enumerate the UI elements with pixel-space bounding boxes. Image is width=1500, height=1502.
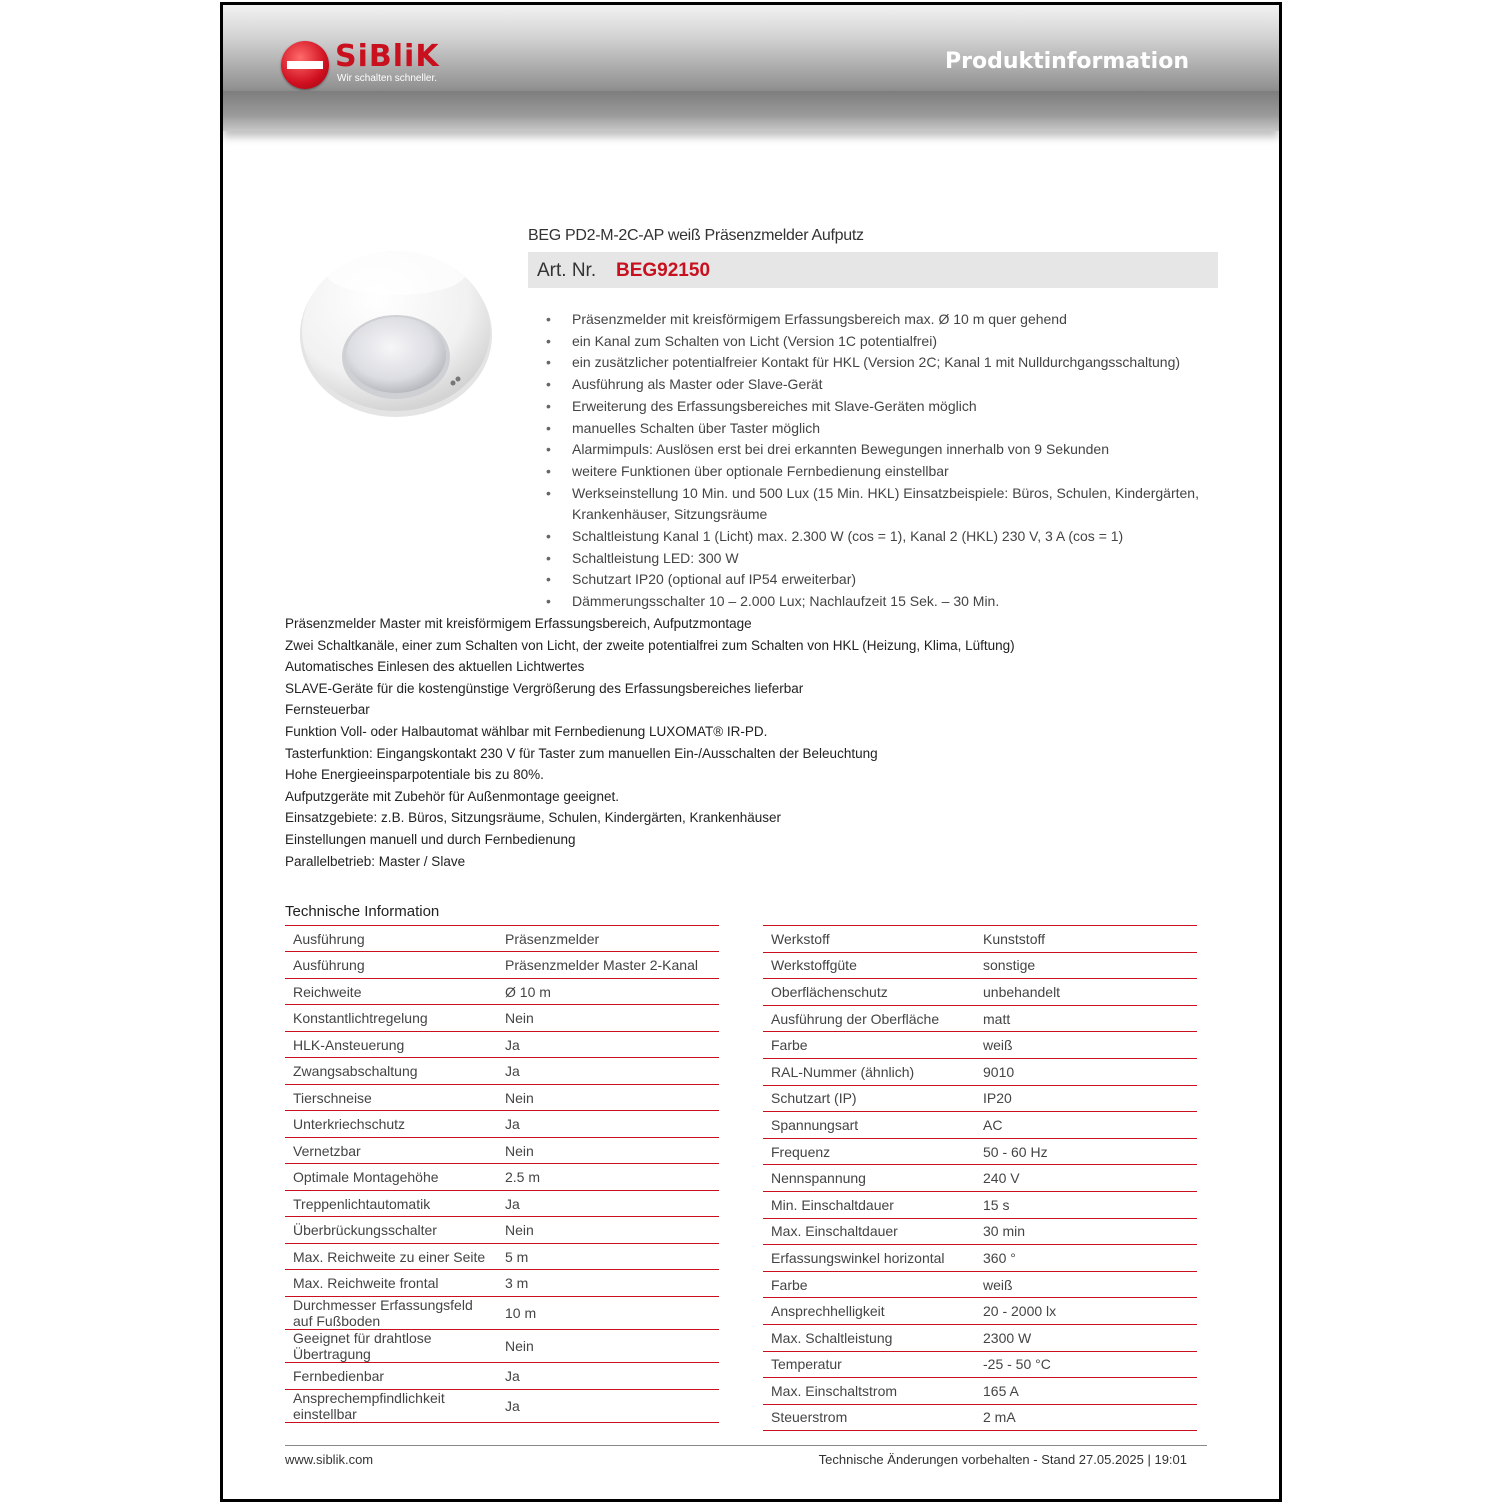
feature-item: • ein zusätzlicher potentialfreier Kontakt für HKL (Version 2C; Kanal 1 mit Nulldurchgangsschaltung) xyxy=(528,352,1248,374)
spec-key: Zwangsabschaltung xyxy=(285,1058,497,1085)
product-description xyxy=(285,613,1185,872)
spec-key: Ausführung xyxy=(285,952,497,979)
spec-value: Ja xyxy=(497,1363,719,1390)
spec-row xyxy=(285,1191,719,1217)
spec-key: Schutzart (IP) xyxy=(763,1085,975,1112)
spec-row xyxy=(285,1390,719,1423)
spec-row xyxy=(763,1032,1197,1059)
spec-value: 2.5 m xyxy=(497,1164,719,1191)
spec-row xyxy=(285,1005,719,1032)
spec-row xyxy=(763,1058,1197,1085)
spec-value: weiß xyxy=(975,1032,1197,1059)
spec-row xyxy=(285,1217,719,1244)
footer-website-link[interactable]: www.siblik.com xyxy=(285,1452,374,1467)
spec-value: Nein xyxy=(497,1005,719,1032)
presence-detector-image xyxy=(298,237,494,417)
feature-item: • Dämmerungsschalter 10 – 2.000 Lux; Nachlaufzeit 15 Sek. – 30 Min. xyxy=(528,591,1248,613)
description-line: Präsenzmelder Master mit kreisförmigem Erfassungsbereich, Aufputzmontage xyxy=(285,616,752,631)
spec-row xyxy=(763,1271,1197,1298)
spec-row xyxy=(763,1165,1197,1192)
spec-key: Reichweite xyxy=(285,979,497,1005)
spec-key: Max. Einschaltdauer xyxy=(763,1218,975,1245)
spec-key: HLK-Ansteuerung xyxy=(285,1032,497,1058)
description-line: Hohe Energieeinsparpotentiale bis zu 80%. xyxy=(285,767,544,783)
spec-row xyxy=(285,1111,719,1138)
spec-key: Ansprechhelligkeit xyxy=(763,1298,975,1325)
spec-value: 9010 xyxy=(975,1058,1197,1085)
spec-key: Temperatur xyxy=(763,1351,975,1378)
spec-row xyxy=(285,1138,719,1164)
article-number-bar xyxy=(528,252,1218,288)
description-line: Aufputzgeräte mit Zubehör für Außenmontage geeignet. xyxy=(285,788,619,804)
spec-row xyxy=(285,926,719,952)
header-band xyxy=(223,91,1279,131)
spec-value: Kunststoff xyxy=(975,926,1197,953)
spec-value: Ja xyxy=(497,1058,719,1085)
spec-key: Max. Reichweite zu einer Seite xyxy=(285,1244,497,1270)
spec-key: Nennspannung xyxy=(763,1165,975,1192)
spec-value: 2300 W xyxy=(975,1324,1197,1351)
spec-value: Ø 10 m xyxy=(497,979,719,1005)
spec-table-right xyxy=(763,925,1197,1431)
spec-table-left xyxy=(285,925,719,1423)
spec-key: Min. Einschaltdauer xyxy=(763,1191,975,1218)
feature-item: • Schutzart IP20 (optional auf IP54 erweiterbar) xyxy=(528,569,1248,591)
spec-key: Werkstoff xyxy=(763,926,975,953)
spec-key: Farbe xyxy=(763,1271,975,1298)
spec-value: 3 m xyxy=(497,1270,719,1297)
spec-key: Steuerstrom xyxy=(763,1404,975,1431)
spec-key: Erfassungswinkel horizontal xyxy=(763,1245,975,1272)
spec-value: matt xyxy=(975,1005,1197,1032)
spec-row xyxy=(763,1005,1197,1032)
brand-logo-text: SiBliK xyxy=(335,39,440,74)
spec-key: Oberflächenschutz xyxy=(763,979,975,1006)
spec-row xyxy=(285,1330,719,1363)
spec-value: 10 m xyxy=(497,1297,719,1330)
spec-row xyxy=(285,1032,719,1058)
spec-row xyxy=(763,1191,1197,1218)
feature-list xyxy=(528,309,1248,613)
spec-key: Fernbedienbar xyxy=(285,1363,497,1390)
spec-key: Farbe xyxy=(763,1032,975,1059)
spec-value: 360 ° xyxy=(975,1245,1197,1272)
feature-item: • Erweiterung des Erfassungsbereiches mit Slave-Geräten möglich xyxy=(528,396,1248,418)
spec-row xyxy=(285,1270,719,1297)
spec-key: Unterkriechschutz xyxy=(285,1111,497,1138)
spec-value: Präsenzmelder xyxy=(497,926,719,952)
spec-value: 30 min xyxy=(975,1218,1197,1245)
spec-value: 5 m xyxy=(497,1244,719,1270)
description-line: Funktion Voll- oder Halbautomat wählbar mit Fernbedienung LUXOMAT® IR-PD. xyxy=(285,723,768,739)
spec-key: Spannungsart xyxy=(763,1112,975,1139)
description-line: Zwei Schaltkanäle, einer zum Schalten von Licht, der zweite potentialfrei zum Schalten von HKL (Heizung, Klima, Lüftung) xyxy=(285,637,1015,653)
spec-key: Treppenlichtautomatik xyxy=(285,1191,497,1217)
spec-value: 15 s xyxy=(975,1191,1197,1218)
description-line: Fernsteuerbar xyxy=(285,702,370,718)
spec-value: sonstige xyxy=(975,952,1197,979)
header-title: Produktinformation xyxy=(945,49,1189,74)
spec-row xyxy=(763,926,1197,953)
spec-key: Ausführung xyxy=(285,926,497,952)
description-line: Parallelbetrieb: Master / Slave xyxy=(285,853,466,869)
feature-item: • Werkseinstellung 10 Min. und 500 Lux (15 Min. HKL) Einsatzbeispiele: Büros, Schulen, Kindergärten, Krankenhäuser, Sitzungsräume xyxy=(528,483,1248,526)
description-line: Automatisches Einlesen des aktuellen Lichtwertes xyxy=(285,659,585,675)
spec-key: RAL-Nummer (ähnlich) xyxy=(763,1058,975,1085)
footer-divider xyxy=(285,1445,1207,1446)
feature-item: • weitere Funktionen über optionale Fernbedienung einstellbar xyxy=(528,461,1248,483)
feature-item: • Ausführung als Master oder Slave-Gerät xyxy=(528,374,1248,396)
spec-row xyxy=(285,952,719,979)
spec-key: Durchmesser Erfassungsfeld auf Fußboden xyxy=(285,1297,497,1330)
spec-value: 20 - 2000 lx xyxy=(975,1298,1197,1325)
spec-row xyxy=(285,1058,719,1085)
spec-row xyxy=(285,1164,719,1191)
spec-key: Optimale Montagehöhe xyxy=(285,1164,497,1191)
spec-key: Überbrückungsschalter xyxy=(285,1217,497,1244)
spec-value: 2 mA xyxy=(975,1404,1197,1431)
spec-value: Präsenzmelder Master 2-Kanal xyxy=(497,952,719,979)
spec-value: AC xyxy=(975,1112,1197,1139)
spec-row xyxy=(763,1404,1197,1431)
feature-item: • ein Kanal zum Schalten von Licht (Version 1C potentialfrei) xyxy=(528,331,1248,353)
feature-item: • Schaltleistung LED: 300 W xyxy=(528,548,1248,570)
spec-key: Werkstoffgüte xyxy=(763,952,975,979)
spec-value: 165 A xyxy=(975,1378,1197,1405)
spec-row xyxy=(763,952,1197,979)
spec-row xyxy=(763,1218,1197,1245)
spec-value: 50 - 60 Hz xyxy=(975,1138,1197,1165)
spec-row xyxy=(285,1297,719,1330)
description-line: SLAVE-Geräte für die kostengünstige Vergrößerung des Erfassungsbereiches lieferbar xyxy=(285,680,804,696)
spec-key: Max. Einschaltstrom xyxy=(763,1378,975,1405)
spec-row xyxy=(763,1112,1197,1139)
siblik-logo-icon xyxy=(281,41,329,89)
tech-info-title: Technische Information xyxy=(285,903,440,920)
spec-row xyxy=(285,1085,719,1111)
feature-item: • Alarmimpuls: Auslösen erst bei drei erkannten Bewegungen innerhalb von 9 Sekunden xyxy=(528,439,1248,461)
article-number-value: BEG92150 xyxy=(616,260,711,281)
product-title: BEG PD2-M-2C-AP weiß Präsenzmelder Aufputz xyxy=(528,227,864,244)
spec-key: Ausführung der Oberfläche xyxy=(763,1005,975,1032)
spec-row xyxy=(763,1378,1197,1405)
spec-row xyxy=(763,1138,1197,1165)
spec-value: Ja xyxy=(497,1111,719,1138)
spec-row xyxy=(285,1244,719,1270)
spec-row xyxy=(763,1298,1197,1325)
description-line: Tasterfunktion: Eingangskontakt 230 V für Taster zum manuellen Ein-/Ausschalten der Beleuchtung xyxy=(285,745,878,761)
spec-value: Nein xyxy=(497,1330,719,1363)
spec-row xyxy=(763,1245,1197,1272)
feature-item: • Schaltleistung Kanal 1 (Licht) max. 2.300 W (cos = 1), Kanal 2 (HKL) 230 V, 3 A (cos = 1) xyxy=(528,526,1248,548)
spec-value: IP20 xyxy=(975,1085,1197,1112)
spec-value: -25 - 50 °C xyxy=(975,1351,1197,1378)
spec-value: weiß xyxy=(975,1271,1197,1298)
spec-row xyxy=(763,1351,1197,1378)
spec-key: Konstantlichtregelung xyxy=(285,1005,497,1032)
description-line: Einsatzgebiete: z.B. Büros, Sitzungsräume, Schulen, Kindergärten, Krankenhäuser xyxy=(285,810,782,826)
spec-row xyxy=(285,1363,719,1390)
spec-value: Ja xyxy=(497,1191,719,1217)
spec-value: Nein xyxy=(497,1138,719,1164)
spec-value: Nein xyxy=(497,1217,719,1244)
feature-item: • manuelles Schalten über Taster möglich xyxy=(528,418,1248,440)
spec-row xyxy=(763,1085,1197,1112)
spec-value: unbehandelt xyxy=(975,979,1197,1006)
description-line: Einstellungen manuell und durch Fernbedienung xyxy=(285,831,576,847)
product-sheet xyxy=(220,2,1282,1502)
spec-key: Max. Schaltleistung xyxy=(763,1324,975,1351)
spec-key: Tierschneise xyxy=(285,1085,497,1111)
spec-value: 240 V xyxy=(975,1165,1197,1192)
spec-row xyxy=(285,979,719,1005)
spec-value: Ja xyxy=(497,1390,719,1423)
feature-item: • Präsenzmelder mit kreisförmigem Erfassungsbereich max. Ø 10 m quer gehend xyxy=(528,309,1248,331)
spec-value: Nein xyxy=(497,1085,719,1111)
page-header xyxy=(223,5,1279,91)
spec-value: Ja xyxy=(497,1032,719,1058)
spec-row xyxy=(763,979,1197,1006)
article-number-label: Art. Nr. xyxy=(537,260,597,281)
spec-key: Geeignet für drahtlose Übertragung xyxy=(285,1330,497,1363)
spec-key: Vernetzbar xyxy=(285,1138,497,1164)
spec-row xyxy=(763,1324,1197,1351)
spec-key: Ansprechempfindlichkeit einstellbar xyxy=(285,1390,497,1423)
spec-key: Max. Reichweite frontal xyxy=(285,1270,497,1297)
spec-key: Frequenz xyxy=(763,1138,975,1165)
brand-slogan: Wir schalten schneller. xyxy=(337,73,438,84)
footer-note: Technische Änderungen vorbehalten - Stand 27.05.2025 | 19:01 xyxy=(818,1452,1187,1467)
